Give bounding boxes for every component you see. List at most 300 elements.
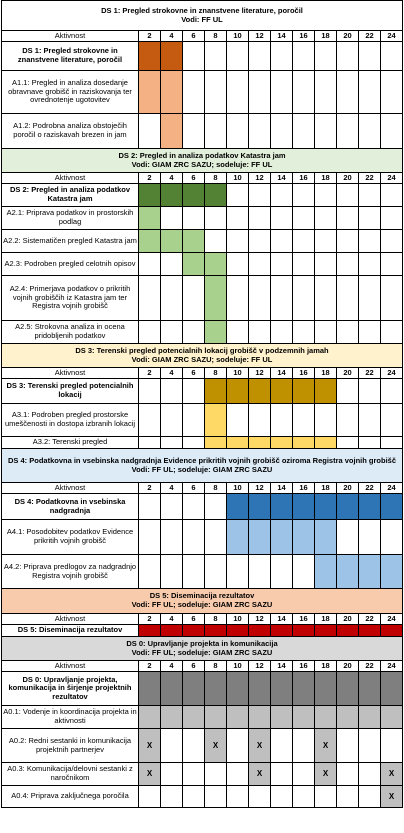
- gantt-empty-cell: [381, 114, 403, 149]
- gantt-empty-cell: [337, 729, 359, 763]
- section-title: DS 3: Terenski pregled potencialnih lokacij grobišč v podzemnih jamah: [75, 345, 329, 355]
- month-header: 8: [205, 368, 227, 379]
- month-header: 2: [139, 31, 161, 42]
- gantt-empty-cell: [183, 114, 205, 149]
- gantt-empty-cell: [183, 494, 205, 520]
- gantt-empty-cell: [293, 321, 315, 344]
- month-header: 6: [183, 483, 205, 494]
- activity-label: A4.2: Priprava predlogov za nadgradnjo Registra vojnih grobišč: [2, 555, 139, 589]
- gantt-empty-cell: [381, 520, 403, 555]
- gantt-empty-cell: [293, 114, 315, 149]
- gantt-empty-cell: [315, 321, 337, 344]
- gantt-empty-cell: [183, 786, 205, 808]
- gantt-empty-cell: [161, 253, 183, 276]
- gantt-empty-cell: [315, 230, 337, 253]
- gantt-empty-cell: [337, 786, 359, 808]
- gantt-empty-cell: [337, 321, 359, 344]
- gantt-bar-cell: [381, 706, 403, 729]
- gantt-bar-cell: [381, 494, 403, 520]
- gantt-bar-cell: [161, 114, 183, 149]
- gantt-empty-cell: [271, 729, 293, 763]
- gantt-empty-cell: [315, 42, 337, 71]
- gantt-bar-cell: [161, 230, 183, 253]
- activity-label: A2.5: Strokovna analiza in ocena pridobljenih podatkov: [2, 321, 139, 344]
- month-header: 18: [315, 661, 337, 672]
- gantt-bar-cell: [315, 555, 337, 589]
- section-header-cell: [2, 149, 403, 173]
- section-leaders: Vodi: FF UL: [181, 14, 223, 24]
- gantt-empty-cell: [293, 276, 315, 321]
- month-header: 8: [205, 31, 227, 42]
- section-title: DS 0: Upravljanje projekta in komunikacija: [126, 638, 278, 648]
- month-header: 4: [161, 173, 183, 184]
- gantt-bar-cell: [139, 625, 161, 637]
- month-header: 14: [271, 31, 293, 42]
- gantt-bar-cell: [359, 625, 381, 637]
- section-header: [2, 1, 403, 31]
- month-header: 12: [249, 31, 271, 42]
- column-header-row: [2, 483, 403, 494]
- gantt-empty-cell: [359, 184, 381, 207]
- meeting-mark: X: [256, 740, 263, 750]
- section-header: [2, 149, 403, 173]
- gantt-bar-cell: [337, 625, 359, 637]
- month-header: 20: [337, 483, 359, 494]
- gantt-bar-cell: [315, 379, 337, 404]
- gantt-empty-cell: [293, 42, 315, 71]
- gantt-empty-cell: [337, 71, 359, 114]
- section-header: [2, 449, 403, 483]
- gantt-empty-cell: [337, 404, 359, 437]
- gantt-bar-cell: [315, 706, 337, 729]
- month-header: 2: [139, 614, 161, 625]
- gantt-bar-cell: [205, 379, 227, 404]
- gantt-empty-cell: [183, 42, 205, 71]
- gantt-empty-cell: [183, 729, 205, 763]
- gantt-bar-cell: [227, 706, 249, 729]
- gantt-empty-cell: [293, 729, 315, 763]
- month-header: 2: [139, 368, 161, 379]
- gantt-empty-cell: [161, 276, 183, 321]
- gantt-bar-cell: [139, 184, 161, 207]
- gantt-bar-cell: [271, 672, 293, 706]
- gantt-empty-cell: [381, 729, 403, 763]
- gantt-bar-cell: [161, 625, 183, 637]
- gantt-empty-cell: [139, 555, 161, 589]
- gantt-empty-cell: [315, 207, 337, 230]
- gantt-empty-cell: [271, 114, 293, 149]
- gantt-bar-cell: [205, 625, 227, 637]
- gantt-empty-cell: [337, 520, 359, 555]
- gantt-empty-cell: [337, 437, 359, 449]
- month-header: 14: [271, 483, 293, 494]
- gantt-bar-cell: [227, 520, 249, 555]
- gantt-bar-cell: [205, 184, 227, 207]
- gantt-empty-cell: [183, 321, 205, 344]
- gantt-bar-cell: [293, 437, 315, 449]
- gantt-bar-cell: [161, 71, 183, 114]
- gantt-bar-cell: [293, 672, 315, 706]
- month-header: 16: [293, 614, 315, 625]
- gantt-empty-cell: [381, 253, 403, 276]
- activity-column-header: Aktivnost: [2, 368, 139, 379]
- activity-label: A0.1: Vodenje in koordinacija projekta in aktivnosti: [2, 706, 139, 729]
- gantt-empty-cell: [293, 763, 315, 786]
- activity-row: [2, 763, 403, 786]
- gantt-empty-cell: [359, 404, 381, 437]
- section-leaders: Vodi: GIAM ZRC SAZU; sodeluje: FF UL: [131, 159, 273, 169]
- gantt-empty-cell: [359, 230, 381, 253]
- gantt-bar-cell: [249, 763, 271, 786]
- meeting-mark: X: [388, 769, 395, 779]
- month-header: 6: [183, 661, 205, 672]
- month-header: 10: [227, 368, 249, 379]
- month-header: 12: [249, 661, 271, 672]
- work-package-row: [2, 625, 403, 637]
- gantt-empty-cell: [271, 555, 293, 589]
- month-header: 20: [337, 614, 359, 625]
- month-header: 16: [293, 31, 315, 42]
- month-header: 14: [271, 614, 293, 625]
- month-header: 12: [249, 614, 271, 625]
- gantt-empty-cell: [249, 404, 271, 437]
- gantt-empty-cell: [359, 437, 381, 449]
- gantt-bar-cell: [249, 379, 271, 404]
- gantt-empty-cell: [293, 404, 315, 437]
- activity-row: [2, 555, 403, 589]
- gantt-empty-cell: [249, 42, 271, 71]
- gantt-empty-cell: [161, 437, 183, 449]
- gantt-empty-cell: [139, 379, 161, 404]
- month-header: 12: [249, 368, 271, 379]
- gantt-empty-cell: [359, 71, 381, 114]
- gantt-empty-cell: [337, 253, 359, 276]
- section-header-cell: [2, 1, 403, 31]
- gantt-bar-cell: [183, 706, 205, 729]
- gantt-bar-cell: [227, 437, 249, 449]
- month-header: 18: [315, 31, 337, 42]
- gantt-empty-cell: [271, 404, 293, 437]
- section-title: DS 5: Diseminacija rezultatov: [149, 591, 255, 601]
- month-header: 24: [381, 368, 403, 379]
- work-package-row: [2, 184, 403, 207]
- gantt-bar-cell: [205, 706, 227, 729]
- month-header: 24: [381, 661, 403, 672]
- gantt-bar-cell: [315, 672, 337, 706]
- gantt-bar-cell: [205, 672, 227, 706]
- month-header: 12: [249, 483, 271, 494]
- gantt-empty-cell: [139, 520, 161, 555]
- work-package-label: DS 4: Podatkovna in vsebinska nadgradnja: [2, 494, 139, 520]
- month-header: 8: [205, 614, 227, 625]
- activity-row: [2, 437, 403, 449]
- gantt-empty-cell: [227, 555, 249, 589]
- activity-row: [2, 71, 403, 114]
- gantt-bar-cell: [139, 763, 161, 786]
- month-header: 12: [249, 173, 271, 184]
- gantt-empty-cell: [249, 230, 271, 253]
- gantt-empty-cell: [293, 253, 315, 276]
- gantt-empty-cell: [161, 520, 183, 555]
- month-header: 24: [381, 614, 403, 625]
- section-leaders: Vodi: GIAM ZRC SAZU; sodeluje: FF UL: [131, 354, 273, 364]
- month-header: 4: [161, 614, 183, 625]
- gantt-empty-cell: [161, 207, 183, 230]
- gantt-bar-cell: [205, 253, 227, 276]
- activity-column-header: Aktivnost: [2, 173, 139, 184]
- gantt-empty-cell: [161, 321, 183, 344]
- gantt-empty-cell: [227, 253, 249, 276]
- month-header: 2: [139, 661, 161, 672]
- gantt-bar-cell: [183, 184, 205, 207]
- gantt-bar-cell: [315, 729, 337, 763]
- gantt-empty-cell: [227, 184, 249, 207]
- gantt-empty-cell: [139, 437, 161, 449]
- work-package-row: [2, 379, 403, 404]
- gantt-bar-cell: [359, 672, 381, 706]
- activity-row: [2, 321, 403, 344]
- gantt-bar-cell: [183, 230, 205, 253]
- activity-column-header: Aktivnost: [2, 483, 139, 494]
- gantt-bar-cell: [161, 184, 183, 207]
- gantt-empty-cell: [161, 555, 183, 589]
- gantt-empty-cell: [139, 253, 161, 276]
- activity-row: [2, 276, 403, 321]
- work-package-row: [2, 494, 403, 520]
- gantt-empty-cell: [381, 276, 403, 321]
- activity-label: A2.3: Podroben pregled celotnih opisov: [2, 253, 139, 276]
- gantt-empty-cell: [205, 555, 227, 589]
- month-header: 6: [183, 31, 205, 42]
- gantt-empty-cell: [249, 184, 271, 207]
- gantt-empty-cell: [139, 276, 161, 321]
- column-header-row: [2, 661, 403, 672]
- gantt-empty-cell: [205, 520, 227, 555]
- gantt-empty-cell: [359, 114, 381, 149]
- gantt-empty-cell: [359, 763, 381, 786]
- gantt-bar-cell: [359, 706, 381, 729]
- gantt-empty-cell: [205, 71, 227, 114]
- gantt-bar-cell: [337, 555, 359, 589]
- gantt-empty-cell: [381, 437, 403, 449]
- month-header: 10: [227, 614, 249, 625]
- gantt-empty-cell: [381, 184, 403, 207]
- gantt-empty-cell: [293, 184, 315, 207]
- gantt-empty-cell: [271, 763, 293, 786]
- gantt-empty-cell: [205, 114, 227, 149]
- gantt-empty-cell: [227, 71, 249, 114]
- gantt-empty-cell: [205, 494, 227, 520]
- section-title: DS 4: Podatkovna in vsebinska nadgradnja Evidence prikritih vojnih grobišč oziroma Registra vojnih grobišč: [8, 455, 397, 465]
- activity-row: [2, 520, 403, 555]
- gantt-bar-cell: [381, 672, 403, 706]
- gantt-empty-cell: [249, 276, 271, 321]
- gantt-empty-cell: [271, 42, 293, 71]
- gantt-bar-cell: [381, 625, 403, 637]
- gantt-empty-cell: [337, 114, 359, 149]
- gantt-bar-cell: [359, 555, 381, 589]
- gantt-empty-cell: [227, 207, 249, 230]
- gantt-bar-cell: [337, 672, 359, 706]
- activity-row: [2, 207, 403, 230]
- gantt-empty-cell: [249, 71, 271, 114]
- gantt-empty-cell: [227, 276, 249, 321]
- gantt-bar-cell: [161, 42, 183, 71]
- gantt-empty-cell: [139, 114, 161, 149]
- month-header: 24: [381, 173, 403, 184]
- activity-column-header: Aktivnost: [2, 31, 139, 42]
- gantt-bar-cell: [205, 321, 227, 344]
- gantt-empty-cell: [205, 207, 227, 230]
- section-header: [2, 344, 403, 368]
- section-header-cell: [2, 637, 403, 661]
- gantt-empty-cell: [249, 321, 271, 344]
- month-header: 18: [315, 483, 337, 494]
- month-header: 10: [227, 173, 249, 184]
- gantt-bar-cell: [227, 672, 249, 706]
- activity-label: A2.2: Sistematičen pregled Katastra jam: [2, 230, 139, 253]
- section-header: [2, 637, 403, 661]
- gantt-empty-cell: [315, 184, 337, 207]
- gantt-empty-cell: [249, 114, 271, 149]
- section-leaders: Vodi: FF UL; sodeluje: GIAM ZRC SAZU: [131, 647, 273, 657]
- gantt-bar-cell: [271, 379, 293, 404]
- month-header: 22: [359, 368, 381, 379]
- month-header: 8: [205, 173, 227, 184]
- month-header: 18: [315, 173, 337, 184]
- section-header: [2, 589, 403, 614]
- gantt-bar-cell: [315, 763, 337, 786]
- gantt-bar-cell: [249, 437, 271, 449]
- gantt-empty-cell: [381, 404, 403, 437]
- gantt-bar-cell: [271, 520, 293, 555]
- gantt-empty-cell: [337, 276, 359, 321]
- gantt-empty-cell: [337, 763, 359, 786]
- gantt-empty-cell: [271, 207, 293, 230]
- gantt-bar-cell: [337, 494, 359, 520]
- gantt-empty-cell: [293, 230, 315, 253]
- activity-label: A3.2: Terenski pregled: [2, 437, 139, 449]
- gantt-bar-cell: [227, 494, 249, 520]
- activity-row: [2, 253, 403, 276]
- month-header: 24: [381, 483, 403, 494]
- month-header: 4: [161, 483, 183, 494]
- gantt-bar-cell: [139, 207, 161, 230]
- gantt-bar-cell: [249, 625, 271, 637]
- gantt-bar-cell: [381, 555, 403, 589]
- month-header: 20: [337, 173, 359, 184]
- gantt-empty-cell: [381, 379, 403, 404]
- activity-label: A4.1: Posodobitev podatkov Evidence prikritih vojnih grobišč: [2, 520, 139, 555]
- gantt-empty-cell: [183, 555, 205, 589]
- column-header-row: [2, 173, 403, 184]
- gantt-empty-cell: [161, 404, 183, 437]
- gantt-bar-cell: [315, 437, 337, 449]
- gantt-bar-cell: [139, 729, 161, 763]
- gantt-empty-cell: [315, 786, 337, 808]
- month-header: 22: [359, 31, 381, 42]
- activity-label: A0.4: Priprava zaključnega poročila: [2, 786, 139, 808]
- month-header: 4: [161, 661, 183, 672]
- gantt-bar-cell: [293, 494, 315, 520]
- activity-row: [2, 786, 403, 808]
- activity-row: [2, 230, 403, 253]
- activity-row: [2, 114, 403, 149]
- gantt-bar-cell: [271, 494, 293, 520]
- gantt-empty-cell: [359, 276, 381, 321]
- gantt-bar-cell: [205, 437, 227, 449]
- gantt-empty-cell: [337, 207, 359, 230]
- month-header: 14: [271, 368, 293, 379]
- work-package-label: DS 5: Diseminacija rezultatov: [2, 625, 139, 637]
- gantt-empty-cell: [293, 555, 315, 589]
- gantt-empty-cell: [139, 786, 161, 808]
- gantt-bar-cell: [205, 729, 227, 763]
- gantt-empty-cell: [337, 230, 359, 253]
- gantt-bar-cell: [139, 230, 161, 253]
- month-header: 8: [205, 483, 227, 494]
- gantt-empty-cell: [315, 114, 337, 149]
- gantt-empty-cell: [227, 404, 249, 437]
- month-header: 10: [227, 31, 249, 42]
- gantt-empty-cell: [249, 207, 271, 230]
- month-header: 20: [337, 31, 359, 42]
- gantt-bar-cell: [161, 706, 183, 729]
- month-header: 16: [293, 173, 315, 184]
- gantt-empty-cell: [271, 184, 293, 207]
- gantt-empty-cell: [359, 207, 381, 230]
- gantt-empty-cell: [183, 276, 205, 321]
- gantt-empty-cell: [271, 253, 293, 276]
- work-package-row: [2, 672, 403, 706]
- month-header: 22: [359, 614, 381, 625]
- gantt-empty-cell: [359, 42, 381, 71]
- section-title: DS 1: Pregled strokovne in znanstvene literature, poročil: [101, 5, 303, 15]
- gantt-empty-cell: [381, 71, 403, 114]
- gantt-empty-cell: [359, 379, 381, 404]
- gantt-empty-cell: [205, 230, 227, 253]
- gantt-table: [1, 0, 403, 808]
- gantt-empty-cell: [183, 763, 205, 786]
- gantt-empty-cell: [337, 379, 359, 404]
- gantt-bar-cell: [249, 672, 271, 706]
- column-header-row: [2, 368, 403, 379]
- gantt-empty-cell: [183, 520, 205, 555]
- section-header-cell: [2, 589, 403, 614]
- month-header: 14: [271, 661, 293, 672]
- month-header: 6: [183, 173, 205, 184]
- meeting-mark: X: [388, 791, 395, 801]
- gantt-empty-cell: [337, 42, 359, 71]
- month-header: 22: [359, 661, 381, 672]
- activity-column-header: Aktivnost: [2, 614, 139, 625]
- gantt-empty-cell: [271, 276, 293, 321]
- meeting-mark: X: [146, 740, 153, 750]
- month-header: 8: [205, 661, 227, 672]
- month-header: 14: [271, 173, 293, 184]
- gantt-bar-cell: [293, 379, 315, 404]
- activity-column-header: Aktivnost: [2, 661, 139, 672]
- gantt-empty-cell: [183, 71, 205, 114]
- activity-label: A0.2: Redni sestanki in komunikacija projektnih partnerjev: [2, 729, 139, 763]
- gantt-empty-cell: [139, 494, 161, 520]
- column-header-row: [2, 31, 403, 42]
- meeting-mark: X: [322, 769, 329, 779]
- meeting-mark: X: [322, 740, 329, 750]
- activity-label: A1.1: Pregled in analiza dosedanje obravnave grobišč in raziskovanja ter ovrednotenje ugotovitev: [2, 71, 139, 114]
- gantt-empty-cell: [271, 786, 293, 808]
- gantt-empty-cell: [161, 494, 183, 520]
